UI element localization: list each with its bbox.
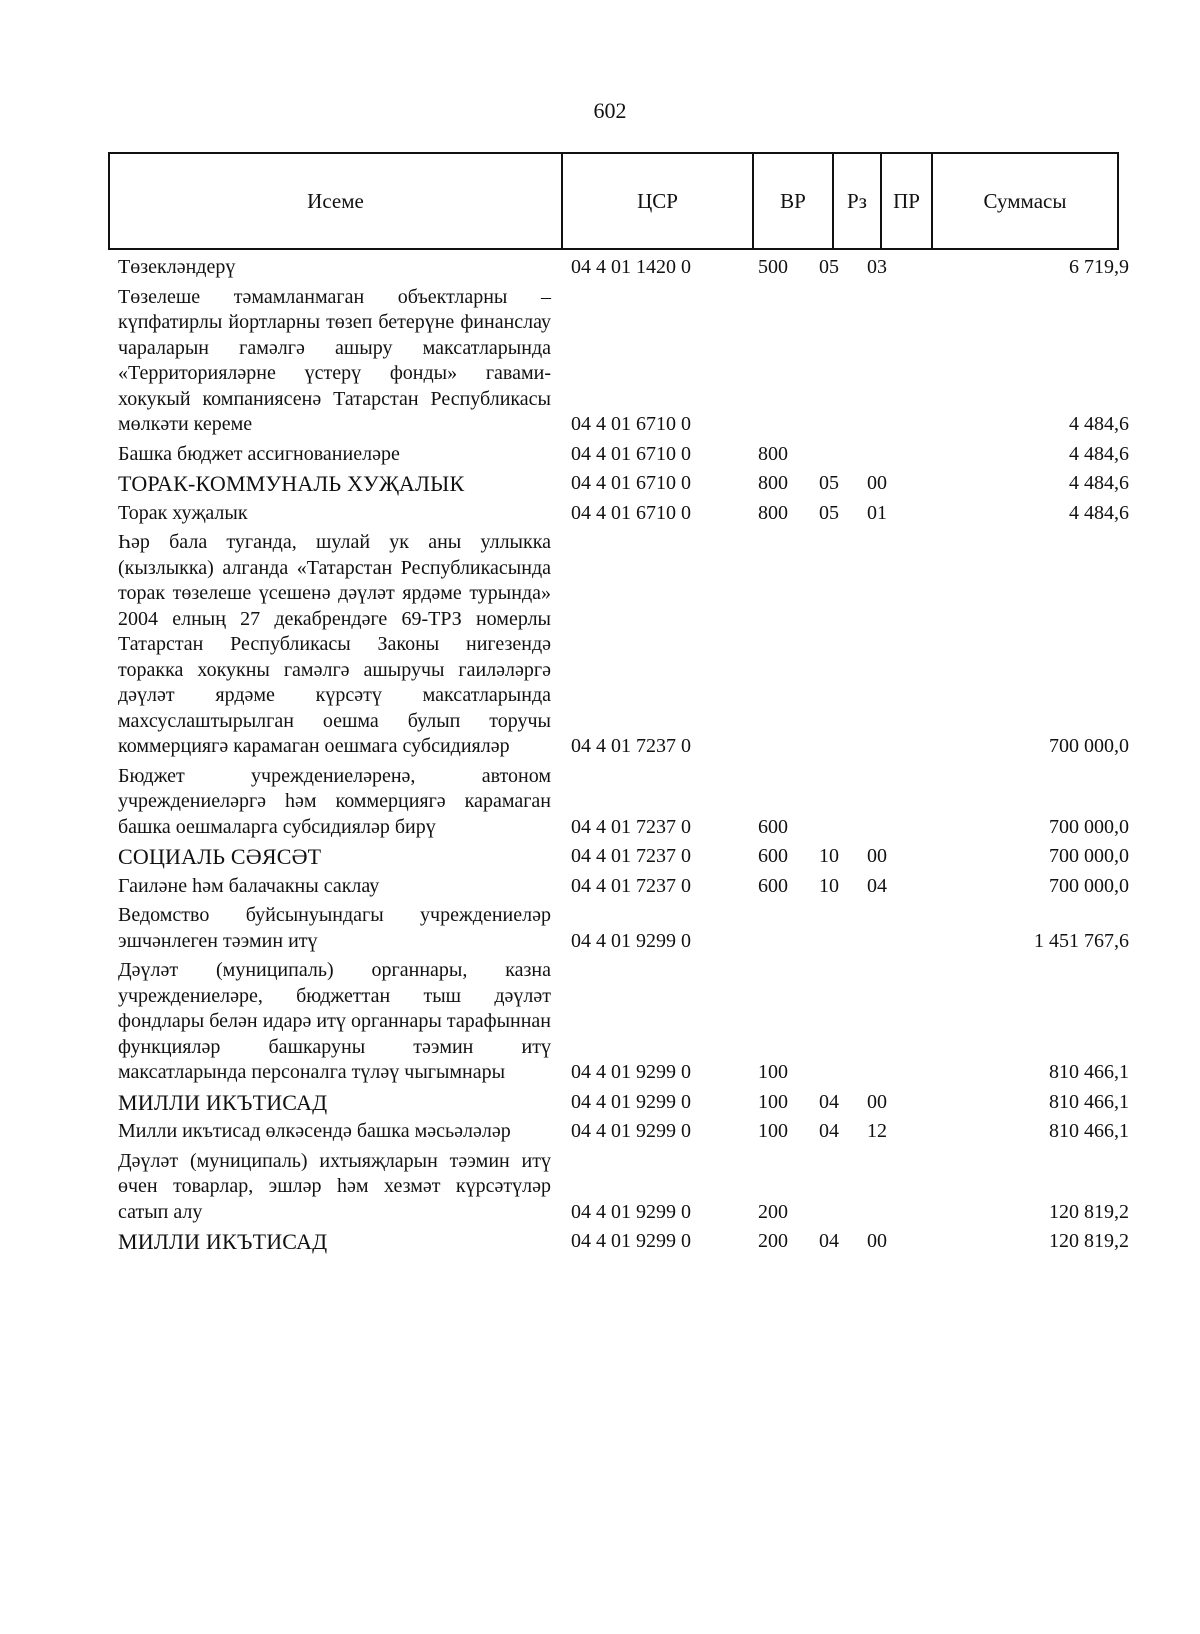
row-name: Милли икътисад өлкәсендә башка мәсьәләләр — [118, 1120, 511, 1142]
row-sum: 700 000,0 — [1049, 735, 1129, 757]
header-name: Исеме — [110, 154, 563, 248]
row-pr: 00 — [867, 1090, 887, 1113]
table-body — [118, 255, 1129, 1259]
row-pr: 03 — [867, 256, 887, 278]
row-sum: 700 000,0 — [1049, 874, 1129, 897]
row-name: Бюджет учреждениеләренә, автоном учреждениеләргә һәм коммерциягә карамаган башка оешмаларга субсидияләр бирү — [118, 764, 551, 838]
row-values — [551, 815, 1141, 841]
row-csr: 04 4 01 6710 0 — [571, 472, 691, 494]
row-name: МИЛЛИ ИКЪТИСАД — [118, 1089, 328, 1115]
table-row — [118, 471, 1129, 497]
row-csr: 04 4 01 6710 0 — [571, 501, 691, 524]
row-pr: 00 — [867, 845, 887, 867]
row-pr — [853, 442, 901, 468]
row-sum: 810 466,1 — [1049, 1090, 1129, 1113]
table-row — [118, 285, 1129, 438]
row-csr: 04 4 01 1420 0 — [571, 256, 691, 278]
row-pr — [853, 815, 901, 841]
row-pr: 00 — [867, 472, 887, 494]
row-pr — [853, 412, 901, 438]
row-name: Ведомство буйсынуындагы учреждениеләр эшчәнлеген тәэмин итү — [118, 904, 551, 952]
row-sum: 6 719,9 — [1069, 256, 1129, 278]
row-vr: 800 — [758, 442, 788, 465]
row-name: Төзелеше тәмамланмаган объектларны – күпфатирлы йортларны төзеп бетерүне финанслау чараларын гамәлгә ашыру максатларында «Территорияләрне үстерү фонды» гавами-хокукый компаниясенә Татарстан Республикасы мөлкәти кереме — [118, 285, 551, 435]
row-vr: 500 — [758, 256, 788, 278]
row-vr: 600 — [758, 815, 788, 838]
table-row — [118, 255, 1129, 281]
table-row — [118, 1229, 1129, 1255]
row-pr — [853, 1060, 901, 1086]
row-sum: 700 000,0 — [1049, 845, 1129, 867]
row-vr: 100 — [758, 1120, 788, 1142]
row-rz: 05 — [819, 501, 839, 524]
row-values — [551, 1119, 1141, 1145]
row-csr: 04 4 01 9299 0 — [571, 1061, 691, 1083]
row-sum: 700 000,0 — [1049, 815, 1129, 838]
table-row — [118, 530, 1129, 760]
row-sum: 1 451 767,6 — [1034, 929, 1129, 952]
row-sum: 810 466,1 — [1049, 1120, 1129, 1142]
row-vr: 100 — [758, 1061, 788, 1083]
row-sum: 4 484,6 — [1069, 442, 1129, 465]
row-name: МИЛЛИ ИКЪТИСАД — [118, 1229, 328, 1254]
row-vr — [741, 412, 805, 438]
row-vr: 600 — [758, 845, 788, 867]
table-row — [118, 764, 1129, 841]
row-vr: 200 — [758, 1230, 788, 1252]
table-row — [118, 442, 1129, 468]
row-name: Башка бюджет ассигнованиеләре — [118, 442, 400, 465]
table-row — [118, 1119, 1129, 1145]
row-rz: 04 — [819, 1120, 839, 1142]
row-pr: 01 — [867, 501, 887, 524]
row-pr: 12 — [867, 1120, 887, 1142]
row-rz — [805, 929, 853, 955]
row-csr: 04 4 01 7237 0 — [571, 735, 691, 757]
row-pr: 04 — [867, 874, 887, 897]
row-values — [551, 501, 1141, 527]
row-csr: 04 4 01 7237 0 — [571, 815, 691, 838]
row-pr — [853, 734, 901, 760]
row-csr: 04 4 01 6710 0 — [571, 413, 691, 435]
row-values — [551, 844, 1141, 870]
row-vr: 800 — [758, 501, 788, 524]
row-values — [551, 442, 1141, 468]
row-name: Торак хуҗалык — [118, 501, 248, 524]
row-rz — [805, 734, 853, 760]
table-row — [118, 903, 1129, 954]
row-rz: 10 — [819, 874, 839, 897]
row-values — [551, 1060, 1141, 1086]
row-pr — [853, 929, 901, 955]
row-sum: 4 484,6 — [1069, 501, 1129, 524]
row-vr: 200 — [758, 1200, 788, 1223]
row-name: Дәүләт (муниципаль) органнары, казна учреждениеләре, бюджеттан тыш дәүләт фондлары белән идарә итү органнары тарафыннан функцияләр башкаруны тәэмин итү максатларында персоналга түләү чыгымнары — [118, 959, 551, 1083]
row-rz — [805, 815, 853, 841]
row-sum: 4 484,6 — [1069, 413, 1129, 435]
row-csr: 04 4 01 7237 0 — [571, 874, 691, 897]
row-sum: 4 484,6 — [1069, 472, 1129, 494]
page-number: 602 — [593, 98, 627, 123]
row-csr: 04 4 01 6710 0 — [571, 442, 691, 465]
row-vr — [741, 929, 805, 955]
row-rz: 05 — [819, 472, 839, 494]
row-values — [551, 734, 1141, 760]
row-rz: 10 — [819, 845, 839, 867]
row-name: СОЦИАЛЬ СӘЯСӘТ — [118, 844, 322, 869]
header-pr: ПР — [882, 154, 933, 248]
header-csr: ЦСР — [563, 154, 754, 248]
table-row — [118, 958, 1129, 1086]
row-rz: 05 — [819, 256, 839, 278]
row-name: ТОРАК-КОММУНАЛЬ ХУҖАЛЫК — [118, 471, 465, 496]
header-rz: Рз — [834, 154, 882, 248]
table-header — [108, 152, 1119, 250]
row-vr: 100 — [758, 1090, 788, 1113]
table-row — [118, 501, 1129, 527]
row-vr: 800 — [758, 472, 788, 494]
row-sum: 120 819,2 — [1049, 1200, 1129, 1223]
row-csr: 04 4 01 9299 0 — [571, 1120, 691, 1142]
row-values — [551, 1229, 1141, 1255]
row-sum: 810 466,1 — [1049, 1061, 1129, 1083]
row-sum: 120 819,2 — [1049, 1230, 1129, 1252]
table-row — [118, 1149, 1129, 1226]
row-name: Гаиләне һәм балачакны саклау — [118, 874, 380, 897]
row-values — [551, 412, 1141, 438]
row-rz — [805, 1060, 853, 1086]
row-csr: 04 4 01 7237 0 — [571, 845, 691, 867]
row-name: Төзекләндерү — [118, 256, 236, 278]
row-csr: 04 4 01 9299 0 — [571, 1090, 691, 1113]
row-values — [551, 1090, 1141, 1116]
table-row — [118, 874, 1129, 900]
row-values — [551, 929, 1141, 955]
row-vr: 600 — [758, 874, 788, 897]
header-sum: Суммасы — [983, 188, 1067, 213]
row-values — [551, 471, 1141, 497]
row-pr — [853, 1200, 901, 1226]
row-values — [551, 255, 1141, 281]
row-rz — [805, 412, 853, 438]
row-rz: 04 — [819, 1230, 839, 1252]
row-pr: 00 — [867, 1230, 887, 1252]
header-vr: ВР — [754, 154, 834, 248]
row-values — [551, 874, 1141, 900]
row-name: Һәр бала туганда, шулай ук аны уллыкка (кызлыкка) алганда «Татарстан Республикасында торак төзелеше үсешенә дәүләт ярдәме турында» 2004 елның 27 декабрендәге 69-ТРЗ номерлы Татарстан Республикасы Законы нигезендә торакка хокукны гамәлгә ашыручы гаиләләргә дәүләт ярдәме күрсәтү максатларында махсуслаштырылган оешма булып торучы коммерциягә карамаган оешмага субсидияләр — [118, 531, 551, 757]
table-row — [118, 1089, 1129, 1116]
row-csr: 04 4 01 9299 0 — [571, 929, 691, 952]
row-csr: 04 4 01 9299 0 — [571, 1230, 691, 1252]
table-row — [118, 844, 1129, 870]
row-rz: 04 — [819, 1090, 839, 1113]
row-rz — [805, 1200, 853, 1226]
row-vr — [741, 734, 805, 760]
row-values — [551, 1200, 1141, 1226]
row-rz — [805, 442, 853, 468]
row-csr: 04 4 01 9299 0 — [571, 1200, 691, 1223]
row-name: Дәүләт (муниципаль) ихтыяҗларын тәэмин итү өчен товарлар, эшләр һәм хезмәт күрсәтүләр сатып алу — [118, 1149, 551, 1223]
